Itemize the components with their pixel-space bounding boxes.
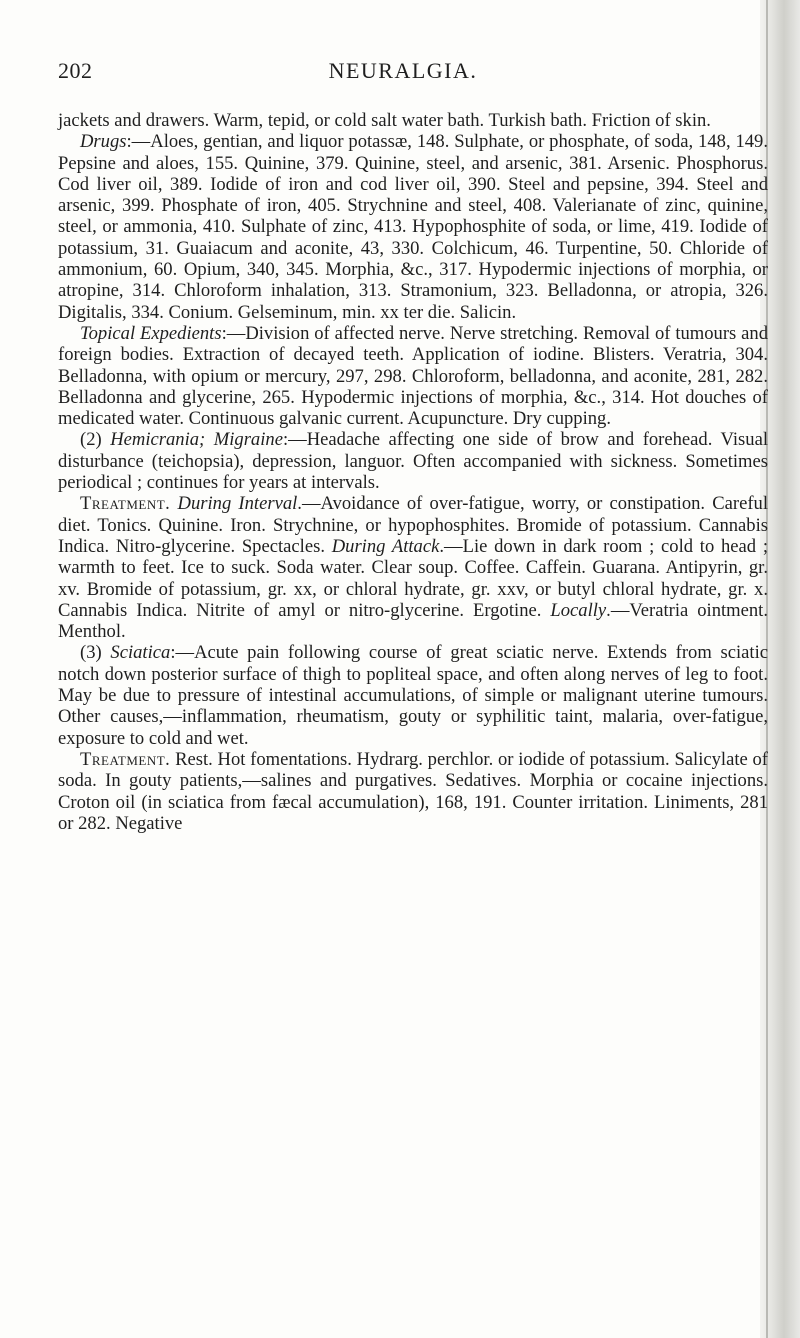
treatment-heading: Treatment. [80,748,171,770]
paragraph-topical-expedients: Topical Expedients:—Division of affected nerve. Nerve stretching. Removal of tumours and foreign bodies. Extraction of decayed teeth. Application of iodine. Blisters. Veratria, 304. Belladonna, with opium or mercury, 297, 298. Chloroform, belladonna, and aconite, 281, 282. Belladonna and glycerine, 265. Hypodermic injections of morphia, &c., 314. Hot douches of medicated water. Continuous galvanic current. Acupuncture. Dry cupping. [58,322,768,430]
section-label: Topical Expedients [80,322,222,344]
paragraph-sciatica-treatment: Treatment. Rest. Hot fomentations. Hydrarg. perchlor. or iodide of potassium. Salicylate of soda. In gouty patients,—salines and purgatives. Sedatives. Morphia or cocaine injections. Croton oil (in sciatica from fæcal accumulation), 168, 191. Counter irritation. Liniments, 281 or 282. Negative [58,748,768,834]
paragraph-hemicrania: (2) Hemicrania; Migraine:—Headache affecting one side of brow and forehead. Visual disturbance (teichopsia), depression, languor. Often accompanied with sickness. Sometimes periodical ; continues for years at intervals. [58,429,768,494]
running-head: NEURALGIA. [328,58,478,83]
section-label: Drugs [80,131,127,153]
section-number: (2) [80,429,102,451]
paragraph-sciatica: (3) Sciatica:—Acute pain following course of great sciatic nerve. Extends from sciatic notch down posterior surface of thigh to popliteal space, and often along nerves of leg to foot. May be due to pressure of intestinal accumulations, of simple or malignant uterine tumours. Other causes,—inflammation, rheumatism, gouty or syphilitic taint, malaria, over-fatigue, exposure to cold and wet. [58,642,768,749]
section-label: Hemicrania; Migraine [110,429,283,451]
paragraph-drugs: Drugs:—Aloes, gentian, and liquor potassæ, 148. Sulphate, or phosphate, of soda, 148, 149. Pepsine and aloes, 155. Quinine, 379. Quinine, steel, and arsenic, 381. Arsenic. Phosphorus. Cod liver oil, 389. Iodide of iron and cod liver oil, 390. Steel and pepsine, 394. Steel and arsenic, 399. Phosphate of iron, 405. Strychnine and steel, 408. Valerianate of zinc, quinine, steel, or ammonia, 410. Sulphate of zinc, 413. Hypophosphite of soda, or lime, 419. Iodide of potassium, 31. Guaiacum and aconite, 43, 330. Colchicum, 46. Turpentine, 50. Chloride of ammonium, 60. Opium, 340, 345. Morphia, &c., 317. Hypodermic injections of morphia, or atropine, 314. Chloroform inhalation, 313. Stramonium, 323. Belladonna, or atropia, 326. Digitalis, 334. Conium. Gelseminum, min. xx ter die. Salicin. [58,131,768,323]
section-label: Sciatica [110,642,171,664]
paragraph-bath: jackets and drawers. Warm, tepid, or cold salt water bath. Turkish bath. Friction of skin. [58,110,711,131]
subsection-label: During Attack [331,535,440,557]
page-body [58,110,768,834]
section-number: (3) [80,642,102,664]
treatment-heading: Treatment. [80,493,171,515]
page-number: 202 [58,58,93,83]
paragraph-hemicrania-treatment: Treatment. During Interval.—Avoidance of over-fatigue, worry, or constipation. Careful diet. Tonics. Quinine. Iron. Strychnine, or hypophosphites. Bromide of potassium. Cannabis Indica. Nitro-glycerine. Spectacles. During Attack.—Lie down in dark room ; cold to head ; warmth to feet. Ice to suck. Soda water. Clear soup. Coffee. Caffein. Guarana. Antipyrin, gr. xv. Bromide of potassium, gr. xx, or chloral hydrate, gr. xxv, or butyl chloral hydrate, gr. x. Cannabis Indica. Nitrite of amyl or nitro-glycerine. Ergotine. Locally.—Veratria ointment. Menthol. [58,493,768,643]
subsection-label: Locally [550,599,607,621]
page-header [58,58,748,88]
subsection-label: During Interval [177,493,298,515]
